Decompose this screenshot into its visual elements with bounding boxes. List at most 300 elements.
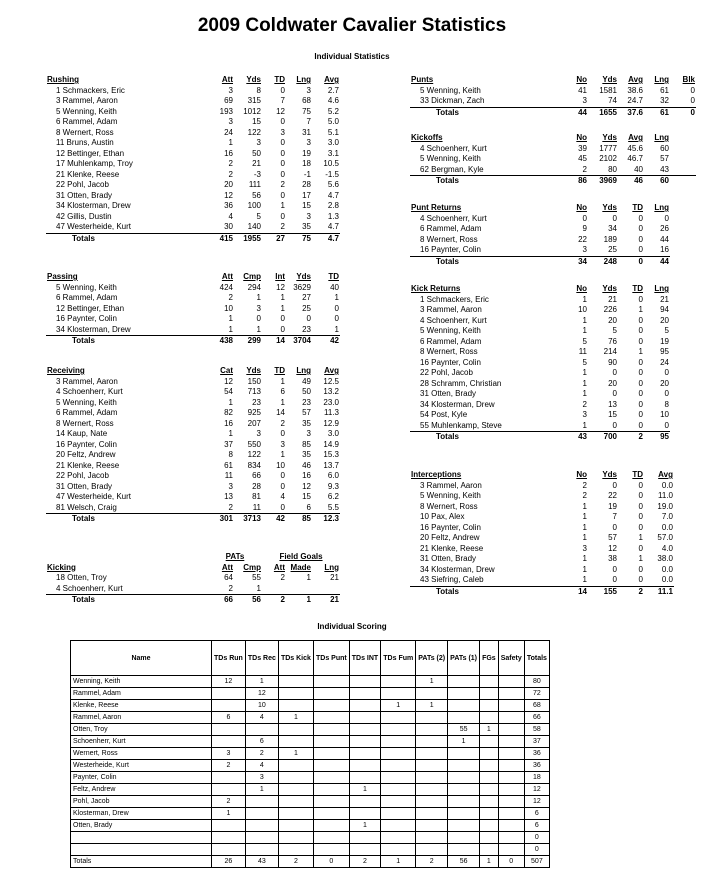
totals-value: 85 bbox=[286, 514, 312, 525]
player-name: 47 Westerheide, Kurt bbox=[56, 222, 132, 231]
stat-value: 0 bbox=[280, 481, 285, 491]
stat-value: 3.0 bbox=[327, 429, 339, 438]
stat-value: 81 bbox=[252, 492, 261, 501]
scoring-value: 12 bbox=[212, 676, 246, 688]
stat-value: 1 bbox=[280, 201, 285, 210]
stat-value: 150 bbox=[247, 376, 261, 386]
scoring-value bbox=[480, 784, 499, 796]
stat-value: 4 bbox=[228, 211, 233, 221]
page-title: 2009 Coldwater Cavalier Statistics bbox=[197, 15, 507, 36]
stat-value: 12 bbox=[224, 376, 233, 386]
stat-value: 22 bbox=[608, 491, 617, 500]
stat-value: 15 bbox=[608, 410, 617, 419]
scoring-column-header: PATs (1) bbox=[448, 641, 480, 676]
scoring-player-name: Wenning, Keith bbox=[71, 676, 212, 688]
stat-value: 2 bbox=[280, 222, 285, 231]
stat-value: 207 bbox=[247, 418, 261, 428]
stat-value: 5.5 bbox=[327, 502, 339, 512]
stat-value: 3629 bbox=[293, 282, 311, 292]
totals-value: 0 bbox=[618, 256, 644, 267]
totals-label: Totals bbox=[46, 514, 208, 525]
stat-value: 46.7 bbox=[627, 154, 643, 163]
scoring-value bbox=[381, 784, 416, 796]
stat-value: 0 bbox=[612, 522, 617, 532]
stat-value: 5 bbox=[582, 357, 587, 367]
player-name: 16 Paynter, Colin bbox=[420, 245, 481, 254]
scoring-value bbox=[313, 748, 349, 760]
scoring-value bbox=[498, 796, 524, 808]
stat-value: 57 bbox=[660, 154, 669, 163]
stat-value: 13.7 bbox=[323, 460, 339, 470]
table-row bbox=[410, 379, 670, 390]
column-header: TD bbox=[328, 272, 339, 281]
scoring-value bbox=[498, 808, 524, 820]
scoring-value: 1 bbox=[448, 736, 480, 748]
player-name: 34 Klosterman, Drew bbox=[420, 564, 495, 574]
column-header: No bbox=[576, 284, 587, 293]
scoring-value bbox=[480, 832, 499, 844]
scoring-value bbox=[480, 700, 499, 712]
table-row bbox=[410, 144, 696, 155]
stat-value: 3 bbox=[256, 303, 261, 313]
totals-row bbox=[410, 586, 674, 597]
scoring-value bbox=[349, 808, 381, 820]
column-header: Lng bbox=[324, 562, 339, 572]
scoring-value: 6 bbox=[212, 712, 246, 724]
stat-value: 0 bbox=[638, 336, 643, 346]
scoring-value bbox=[498, 820, 524, 832]
stat-value: 226 bbox=[603, 305, 617, 314]
stat-value: 28 bbox=[252, 481, 261, 491]
table-row bbox=[46, 180, 340, 191]
stat-value: 20 bbox=[608, 378, 617, 388]
scoring-value bbox=[448, 712, 480, 724]
stat-value: 1 bbox=[582, 368, 587, 377]
stat-value: 21 bbox=[330, 573, 339, 582]
table-row bbox=[410, 421, 670, 432]
totals-value: 3704 bbox=[286, 336, 312, 347]
stat-value: 3 bbox=[582, 410, 587, 419]
stat-value: 50 bbox=[252, 148, 261, 158]
stat-value: 2 bbox=[582, 480, 587, 490]
section-label: Punt Returns bbox=[411, 203, 462, 212]
scoring-value bbox=[381, 796, 416, 808]
scoring-value: 10 bbox=[245, 700, 278, 712]
column-header: Cmp bbox=[243, 272, 261, 281]
player-name: 43 Siefring, Caleb bbox=[420, 575, 484, 584]
stat-value: 11.3 bbox=[324, 408, 339, 417]
stat-value: 9.3 bbox=[327, 481, 339, 491]
player-name: 6 Rammel, Adam bbox=[420, 224, 482, 233]
stat-value: 15 bbox=[252, 117, 261, 126]
stat-value: 2.7 bbox=[327, 85, 339, 95]
stat-value: 1 bbox=[280, 397, 285, 407]
scoring-row bbox=[71, 736, 550, 748]
scoring-value bbox=[480, 772, 499, 784]
scoring-value bbox=[381, 760, 416, 772]
stat-value: 19 bbox=[660, 336, 669, 346]
scoring-totals-value: 0 bbox=[313, 856, 349, 868]
stat-value: 1 bbox=[334, 324, 339, 334]
passing-table bbox=[46, 272, 340, 347]
stat-value: 0 bbox=[638, 512, 643, 521]
stat-value: 6.0 bbox=[327, 471, 339, 480]
scoring-value bbox=[448, 784, 480, 796]
player-name: 22 Pohl, Jacob bbox=[56, 180, 109, 189]
table-row bbox=[410, 235, 670, 246]
stat-value: 4.6 bbox=[327, 96, 339, 105]
player-name: 3 Rammel, Aaron bbox=[420, 305, 482, 314]
scoring-value: 12 bbox=[524, 796, 549, 808]
scoring-player-name: Schoenherr, Kurt bbox=[71, 736, 212, 748]
table-row bbox=[410, 154, 696, 165]
totals-value: 1655 bbox=[588, 107, 618, 118]
scoring-value: 36 bbox=[524, 748, 549, 760]
stat-value: 7.0 bbox=[661, 512, 673, 521]
scoring-value bbox=[278, 784, 313, 796]
stat-value: 1 bbox=[582, 326, 587, 335]
stat-value: 76 bbox=[608, 336, 617, 346]
stat-value: 17 bbox=[302, 190, 311, 200]
stat-value: 5.2 bbox=[327, 106, 339, 116]
group-header-row bbox=[46, 552, 340, 563]
scoring-value: 37 bbox=[524, 736, 549, 748]
scoring-value bbox=[313, 784, 349, 796]
player-name: 14 Kaup, Nate bbox=[56, 429, 108, 438]
table-row bbox=[410, 347, 670, 358]
scoring-row bbox=[71, 688, 550, 700]
stat-value: 21 bbox=[608, 294, 617, 304]
stat-value: 1 bbox=[228, 397, 233, 407]
stat-value: 5 bbox=[582, 336, 587, 346]
scoring-value bbox=[381, 748, 416, 760]
scoring-value bbox=[278, 688, 313, 700]
table-row bbox=[410, 305, 670, 316]
stat-value: 1777 bbox=[599, 143, 617, 153]
player-name: 31 Otten, Brady bbox=[420, 554, 477, 563]
scoring-table bbox=[70, 640, 550, 868]
player-name: 3 Rammel, Aaron bbox=[56, 376, 118, 386]
stat-value: 2 bbox=[228, 293, 233, 302]
stat-value: 5 bbox=[612, 326, 617, 335]
stat-value: 0 bbox=[638, 420, 643, 430]
totals-label: Totals bbox=[46, 233, 208, 244]
stat-value: 23 bbox=[302, 324, 311, 334]
stat-value: 5.6 bbox=[327, 180, 339, 189]
section-label: Kick Returns bbox=[411, 284, 461, 293]
stat-value: 0 bbox=[280, 148, 285, 158]
player-name: 6 Rammel, Adam bbox=[420, 336, 482, 346]
player-name: 16 Paynter, Colin bbox=[56, 439, 117, 449]
scoring-player-name: Rammel, Adam bbox=[71, 688, 212, 700]
stat-value: 0 bbox=[638, 357, 643, 367]
scoring-value bbox=[313, 820, 349, 832]
table-row bbox=[410, 554, 674, 565]
scoring-value bbox=[448, 676, 480, 688]
scoring-totals-value: 2 bbox=[278, 856, 313, 868]
stat-value: 2 bbox=[582, 491, 587, 500]
totals-label: Totals bbox=[410, 176, 562, 187]
stat-value: 0 bbox=[638, 491, 643, 500]
stat-value: 45 bbox=[578, 154, 587, 163]
table-row bbox=[410, 326, 670, 337]
stat-value: 925 bbox=[247, 408, 261, 417]
scoring-value bbox=[212, 784, 246, 796]
table-row bbox=[46, 149, 340, 160]
scoring-value: 12 bbox=[524, 784, 549, 796]
column-header: Yds bbox=[602, 203, 617, 212]
totals-row bbox=[410, 107, 696, 118]
totals-label: Totals bbox=[410, 256, 562, 267]
scoring-totals-value: 43 bbox=[245, 856, 278, 868]
player-name: 5 Wenning, Keith bbox=[420, 154, 481, 163]
stat-value: 1 bbox=[638, 305, 643, 314]
scoring-value bbox=[416, 748, 448, 760]
scoring-value bbox=[349, 724, 381, 736]
totals-label: Totals bbox=[46, 336, 208, 347]
player-name: 4 Schoenherr, Kurt bbox=[56, 583, 123, 593]
column-header: No bbox=[576, 203, 587, 212]
stat-value: 0 bbox=[638, 368, 643, 377]
stat-value: 16 bbox=[302, 471, 311, 480]
stat-value: 834 bbox=[247, 460, 261, 470]
totals-value: 0 bbox=[670, 107, 696, 118]
column-header: Cat bbox=[220, 366, 233, 375]
stat-value: 22 bbox=[578, 234, 587, 244]
scoring-value: 1 bbox=[480, 724, 499, 736]
totals-value: 3969 bbox=[588, 176, 618, 187]
stat-value: 315 bbox=[247, 96, 261, 105]
stat-value: 214 bbox=[603, 347, 617, 356]
stat-value: 0 bbox=[664, 389, 669, 398]
stat-value: 54 bbox=[224, 387, 233, 396]
player-name: 31 Otten, Brady bbox=[56, 481, 113, 491]
stat-value: 1 bbox=[582, 533, 587, 542]
stat-value: 0 bbox=[638, 399, 643, 409]
stat-value: 1 bbox=[582, 420, 587, 430]
player-name: 12 Bettinger, Ethan bbox=[56, 303, 125, 313]
player-name: 8 Wernert, Ross bbox=[420, 234, 478, 244]
totals-value: 14 bbox=[562, 586, 588, 597]
stat-value: 550 bbox=[247, 439, 261, 449]
scoring-value: 1 bbox=[278, 712, 313, 724]
scoring-value: 2 bbox=[212, 760, 246, 772]
table-row bbox=[46, 314, 340, 325]
table-row bbox=[410, 245, 670, 256]
scoring-value: 6 bbox=[245, 736, 278, 748]
section-label: Receiving bbox=[47, 366, 85, 375]
stat-value: 30 bbox=[224, 222, 233, 231]
stat-value: 44 bbox=[660, 234, 669, 244]
scoring-value bbox=[448, 760, 480, 772]
stat-value: 122 bbox=[247, 127, 261, 137]
stat-value: 0 bbox=[638, 234, 643, 244]
section-label: Passing bbox=[47, 272, 78, 281]
stat-value: 0 bbox=[256, 314, 261, 323]
scoring-header-row bbox=[71, 641, 550, 676]
scoring-column-header: TDs Rec bbox=[245, 641, 278, 676]
totals-value: 415 bbox=[208, 233, 234, 244]
punt-returns-table bbox=[410, 203, 670, 267]
scoring-totals-value: 56 bbox=[448, 856, 480, 868]
column-header: Avg bbox=[324, 366, 339, 375]
scoring-totals-value: 1 bbox=[480, 856, 499, 868]
table-row bbox=[46, 86, 340, 97]
totals-value: 155 bbox=[588, 586, 618, 597]
table-row bbox=[410, 165, 696, 176]
scoring-value: 18 bbox=[524, 772, 549, 784]
stat-value: 1 bbox=[582, 554, 587, 563]
scoring-player-name bbox=[71, 844, 212, 856]
stat-value: 6 bbox=[280, 387, 285, 396]
stat-value: 35 bbox=[302, 222, 311, 231]
stat-value: 82 bbox=[224, 408, 233, 417]
player-name: 11 Bruns, Austin bbox=[56, 138, 114, 147]
scoring-value: 4 bbox=[245, 760, 278, 772]
table-row bbox=[46, 377, 340, 388]
stat-value: 1 bbox=[638, 533, 643, 542]
scoring-value bbox=[480, 820, 499, 832]
scoring-value bbox=[349, 736, 381, 748]
scoring-value bbox=[212, 688, 246, 700]
scoring-totals-label: Totals bbox=[71, 856, 212, 868]
stat-value: 31 bbox=[302, 127, 311, 137]
player-name: 4 Schoenherr, Kurt bbox=[420, 143, 487, 153]
column-header: Lng bbox=[654, 203, 669, 212]
stat-value: 19.0 bbox=[657, 501, 673, 511]
scoring-value bbox=[498, 736, 524, 748]
scoring-value: 2 bbox=[245, 748, 278, 760]
stat-value: 1 bbox=[228, 429, 233, 438]
stat-value: 41 bbox=[578, 85, 587, 95]
stat-value: 2 bbox=[280, 180, 285, 189]
scoring-row bbox=[71, 760, 550, 772]
player-name: 31 Otten, Brady bbox=[56, 190, 113, 200]
stat-value: 27 bbox=[302, 293, 311, 302]
player-name: 5 Wenning, Keith bbox=[56, 397, 117, 407]
totals-row bbox=[46, 595, 340, 606]
scoring-value: 80 bbox=[524, 676, 549, 688]
stat-value: 0 bbox=[612, 368, 617, 377]
table-row bbox=[410, 368, 670, 379]
stat-value: 3.1 bbox=[327, 148, 339, 158]
scoring-value: 6 bbox=[524, 808, 549, 820]
table-row bbox=[46, 429, 340, 440]
stat-value: 20 bbox=[224, 180, 233, 189]
scoring-value bbox=[349, 700, 381, 712]
stat-value: 38.6 bbox=[627, 85, 643, 95]
stat-value: 40 bbox=[330, 282, 339, 292]
stat-value: 10 bbox=[276, 460, 285, 470]
stat-value: 111 bbox=[248, 180, 261, 189]
scoring-row bbox=[71, 820, 550, 832]
scoring-value bbox=[313, 700, 349, 712]
player-name: 6 Rammel, Adam bbox=[56, 408, 118, 417]
scoring-value bbox=[313, 832, 349, 844]
stat-value: 3 bbox=[228, 85, 233, 95]
scoring-value bbox=[498, 784, 524, 796]
player-name: 5 Wenning, Keith bbox=[56, 106, 117, 116]
table-row bbox=[410, 491, 674, 502]
totals-row bbox=[410, 432, 670, 443]
stat-value: 0 bbox=[280, 117, 285, 126]
stat-value: 0 bbox=[334, 314, 339, 323]
scoring-value bbox=[245, 844, 278, 856]
scoring-value bbox=[416, 844, 448, 856]
stat-value: 75 bbox=[302, 106, 311, 116]
player-name: 31 Otten, Brady bbox=[420, 389, 477, 398]
totals-value: 2 bbox=[262, 595, 286, 606]
scoring-row bbox=[71, 844, 550, 856]
column-header: Att bbox=[221, 562, 233, 572]
scoring-value: 3 bbox=[245, 772, 278, 784]
scoring-value bbox=[416, 712, 448, 724]
player-name: 47 Westerheide, Kurt bbox=[56, 492, 132, 501]
stat-value: 0 bbox=[280, 169, 285, 179]
column-header: TD bbox=[274, 366, 285, 375]
stat-value: 189 bbox=[603, 234, 617, 244]
scoring-value bbox=[416, 784, 448, 796]
scoring-value bbox=[498, 844, 524, 856]
stat-value: 5 bbox=[256, 211, 261, 221]
column-header: Int bbox=[275, 272, 285, 281]
kick-returns-table bbox=[410, 284, 670, 443]
stat-value: 0 bbox=[280, 471, 285, 480]
totals-value bbox=[670, 176, 696, 187]
stat-value: 1.3 bbox=[327, 211, 339, 221]
scoring-value: 58 bbox=[524, 724, 549, 736]
stat-value: 100 bbox=[247, 201, 261, 210]
totals-row bbox=[46, 336, 340, 347]
stat-value: 24 bbox=[224, 127, 233, 137]
stat-value: 0 bbox=[280, 502, 285, 512]
table-row bbox=[410, 400, 670, 411]
table-row bbox=[46, 128, 340, 139]
stat-value: 13.2 bbox=[323, 387, 339, 396]
totals-label: Totals bbox=[410, 586, 562, 597]
stat-value: 0 bbox=[612, 389, 617, 398]
scoring-value bbox=[381, 712, 416, 724]
scoring-value bbox=[212, 724, 246, 736]
stat-value: 20 bbox=[660, 315, 669, 325]
scoring-row bbox=[71, 784, 550, 796]
player-name: 1 Schmackers, Eric bbox=[56, 85, 125, 95]
stat-value: 61 bbox=[224, 460, 233, 470]
stat-value: 0 bbox=[638, 245, 643, 254]
stat-value: 0 bbox=[280, 324, 285, 334]
scoring-value bbox=[498, 772, 524, 784]
stat-value: 1 bbox=[582, 294, 587, 304]
table-row bbox=[410, 358, 670, 369]
stat-value: 61 bbox=[660, 85, 669, 95]
player-name: 18 Otten, Troy bbox=[56, 573, 107, 582]
totals-row bbox=[410, 256, 670, 267]
table-row bbox=[46, 138, 340, 149]
stat-value: 4 bbox=[280, 492, 285, 501]
stat-value: 0 bbox=[612, 575, 617, 584]
scoring-title: Individual Scoring bbox=[317, 622, 387, 631]
scoring-value bbox=[349, 760, 381, 772]
table-row bbox=[46, 408, 340, 419]
scoring-value bbox=[480, 688, 499, 700]
stat-value: -1 bbox=[303, 169, 311, 179]
totals-value: 299 bbox=[234, 336, 262, 347]
stat-value: 1 bbox=[280, 293, 285, 302]
player-name: 10 Pax, Alex bbox=[420, 512, 465, 521]
totals-value: 700 bbox=[588, 432, 618, 443]
table-row bbox=[410, 389, 670, 400]
scoring-value bbox=[313, 688, 349, 700]
